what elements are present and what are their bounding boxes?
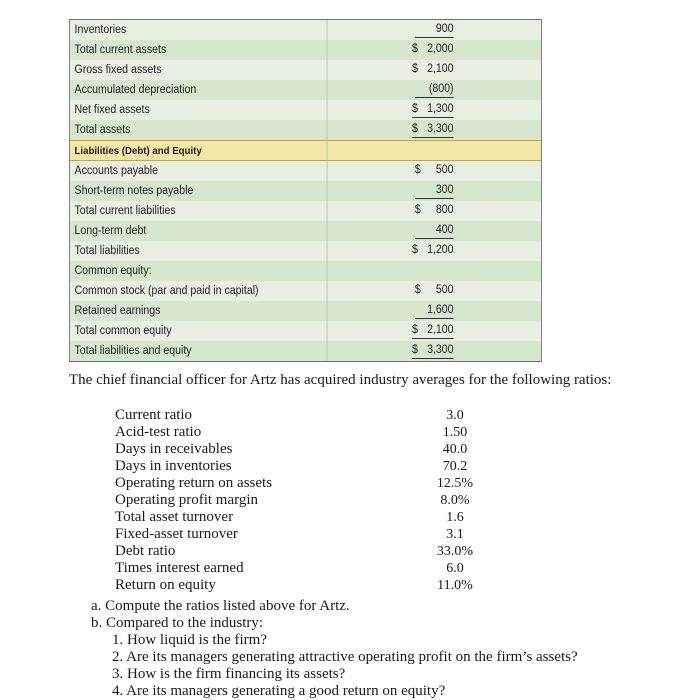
question-b-1: 1. How liquid is the firm? bbox=[112, 632, 267, 648]
amount bbox=[415, 162, 454, 178]
amount-value: 1,600 bbox=[427, 304, 454, 316]
amount-value: 2,100 bbox=[427, 63, 454, 75]
ratio-name: Times interest earned bbox=[115, 560, 244, 576]
balance-sheet-row bbox=[70, 80, 541, 100]
row-value-cell bbox=[328, 60, 541, 80]
ratio-name: Acid-test ratio bbox=[115, 424, 202, 440]
amount bbox=[415, 182, 454, 199]
row-value-cell bbox=[328, 301, 541, 321]
row-label: Net fixed assets bbox=[70, 100, 328, 120]
ratio-value: 40.0 bbox=[442, 442, 468, 457]
row-label: Accumulated depreciation bbox=[70, 80, 328, 100]
row-value-cell bbox=[328, 40, 541, 60]
amount-value: 900 bbox=[435, 23, 454, 35]
amount-value: 500 bbox=[435, 284, 454, 296]
amount bbox=[415, 302, 454, 319]
amount-value: 400 bbox=[435, 224, 454, 236]
ratio-row bbox=[115, 424, 485, 441]
ratio-row bbox=[115, 560, 485, 577]
row-label: Total current liabilities bbox=[70, 201, 328, 221]
row-label: Common equity: bbox=[70, 261, 328, 281]
row-label: Short-term notes payable bbox=[70, 181, 328, 201]
ratio-value: 70.2 bbox=[442, 459, 468, 474]
row-label: Gross fixed assets bbox=[70, 60, 328, 80]
row-value-cell bbox=[328, 261, 541, 281]
amount bbox=[412, 61, 454, 77]
balance-sheet-row bbox=[70, 241, 541, 261]
question-b-3: 3. How is the firm financing its assets? bbox=[112, 666, 346, 682]
row-label: Common stock (par and paid in capital) bbox=[70, 281, 328, 301]
industry-ratio-list bbox=[115, 407, 485, 594]
dollar-sign: $ bbox=[411, 123, 418, 135]
row-label: Total common equity bbox=[70, 321, 328, 341]
row-value-cell bbox=[328, 341, 541, 361]
ratio-name: Current ratio bbox=[115, 407, 193, 423]
amount-value: 300 bbox=[435, 184, 454, 196]
dollar-sign: $ bbox=[414, 204, 421, 216]
row-value-cell bbox=[328, 20, 541, 40]
ratio-value: 12.5% bbox=[436, 476, 474, 491]
balance-sheet-row bbox=[70, 341, 541, 361]
amount bbox=[412, 101, 454, 118]
row-label: Liabilities (Debt) and Equity bbox=[70, 141, 328, 160]
balance-sheet-table bbox=[69, 19, 542, 362]
balance-sheet-row bbox=[70, 261, 541, 281]
amount bbox=[412, 242, 454, 258]
ratio-row bbox=[115, 492, 485, 509]
row-label: Inventories bbox=[70, 20, 328, 40]
section-header-row bbox=[70, 140, 541, 161]
ratio-name: Fixed-asset turnover bbox=[115, 526, 238, 542]
amount-value: 2,100 bbox=[427, 324, 454, 336]
dollar-sign: $ bbox=[411, 324, 418, 336]
ratio-value: 6.0 bbox=[446, 561, 464, 576]
ratio-row bbox=[115, 577, 485, 594]
balance-sheet-row bbox=[70, 120, 541, 140]
dollar-sign: $ bbox=[411, 43, 418, 55]
balance-sheet-row bbox=[70, 201, 541, 221]
row-value-cell bbox=[328, 100, 541, 120]
dollar-sign: $ bbox=[411, 244, 418, 256]
row-value-cell bbox=[328, 221, 541, 241]
amount-value: 800 bbox=[435, 204, 454, 216]
row-label: Long-term debt bbox=[70, 221, 328, 241]
ratio-value: 1.6 bbox=[446, 510, 464, 525]
row-value-cell bbox=[328, 201, 541, 221]
ratio-value: 3.0 bbox=[446, 408, 464, 423]
ratio-value: 8.0% bbox=[440, 493, 470, 508]
balance-sheet-rows bbox=[70, 20, 541, 361]
amount bbox=[412, 342, 454, 359]
question-list bbox=[91, 598, 671, 700]
balance-sheet-row bbox=[70, 301, 541, 321]
balance-sheet-row bbox=[70, 161, 541, 181]
ratio-row bbox=[115, 441, 485, 458]
amount-value: 3,300 bbox=[427, 123, 454, 135]
amount bbox=[415, 21, 454, 38]
question-a: a. Compute the ratios listed above for Artz. bbox=[91, 598, 350, 614]
ratio-row bbox=[115, 526, 485, 543]
row-label: Total assets bbox=[70, 120, 328, 140]
ratio-name: Return on equity bbox=[115, 577, 216, 593]
row-label: Accounts payable bbox=[70, 161, 328, 181]
intro-paragraph: The chief financial officer for Artz has acquired industry averages for the following ratios: bbox=[69, 372, 612, 388]
dollar-sign: $ bbox=[411, 63, 418, 75]
ratio-row bbox=[115, 458, 485, 475]
dollar-sign: $ bbox=[411, 103, 418, 115]
ratio-row bbox=[115, 509, 485, 526]
balance-sheet-row bbox=[70, 60, 541, 80]
ratio-row bbox=[115, 475, 485, 492]
row-label: Total current assets bbox=[70, 40, 328, 60]
balance-sheet-row bbox=[70, 40, 541, 60]
ratio-value: 11.0% bbox=[437, 578, 473, 593]
ratio-name: Total asset turnover bbox=[115, 509, 234, 525]
ratio-name: Operating return on assets bbox=[115, 475, 273, 491]
amount bbox=[415, 202, 454, 218]
balance-sheet-row bbox=[70, 221, 541, 241]
ratio-name: Debt ratio bbox=[115, 543, 176, 559]
amount-value: 1,300 bbox=[427, 103, 454, 115]
ratio-value: 33.0% bbox=[436, 544, 474, 559]
question-b-4: 4. Are its managers generating a good return on equity? bbox=[112, 683, 446, 699]
row-value-cell bbox=[328, 241, 541, 261]
balance-sheet-row bbox=[70, 281, 541, 301]
row-value-cell bbox=[328, 181, 541, 201]
balance-sheet-row bbox=[70, 20, 541, 40]
amount-value: 3,300 bbox=[427, 344, 454, 356]
balance-sheet-row bbox=[70, 100, 541, 120]
question-b-2: 2. Are its managers generating attractive operating profit on the firm’s assets? bbox=[112, 649, 578, 665]
ratio-name: Days in inventories bbox=[115, 458, 232, 474]
row-value-cell bbox=[328, 321, 541, 341]
amount-value: (800) bbox=[428, 83, 454, 95]
ratio-name: Operating profit margin bbox=[115, 492, 259, 508]
ratio-name: Days in receivables bbox=[115, 441, 233, 457]
amount bbox=[412, 121, 454, 138]
row-value-cell bbox=[328, 161, 541, 181]
ratio-value: 3.1 bbox=[446, 527, 464, 542]
row-value-cell bbox=[328, 120, 541, 140]
row-value-cell bbox=[328, 281, 541, 301]
row-value-cell bbox=[328, 141, 541, 160]
amount bbox=[415, 222, 454, 239]
ratio-value: 1.50 bbox=[442, 425, 468, 440]
amount bbox=[412, 322, 454, 339]
amount-value: 2,000 bbox=[427, 43, 454, 55]
row-value-cell bbox=[328, 80, 541, 100]
row-label: Total liabilities and equity bbox=[70, 341, 328, 361]
amount bbox=[415, 81, 454, 98]
amount-value: 1,200 bbox=[427, 244, 454, 256]
amount bbox=[415, 282, 454, 298]
amount bbox=[412, 41, 454, 57]
row-label: Total liabilities bbox=[70, 241, 328, 261]
balance-sheet-row bbox=[70, 321, 541, 341]
balance-sheet-row bbox=[70, 181, 541, 201]
ratio-row bbox=[115, 407, 485, 424]
dollar-sign: $ bbox=[411, 344, 418, 356]
dollar-sign: $ bbox=[414, 284, 421, 296]
ratio-row bbox=[115, 543, 485, 560]
dollar-sign: $ bbox=[414, 164, 421, 176]
amount-value: 500 bbox=[435, 164, 454, 176]
question-b: b. Compared to the industry: bbox=[91, 615, 264, 631]
row-label: Retained earnings bbox=[70, 301, 328, 321]
